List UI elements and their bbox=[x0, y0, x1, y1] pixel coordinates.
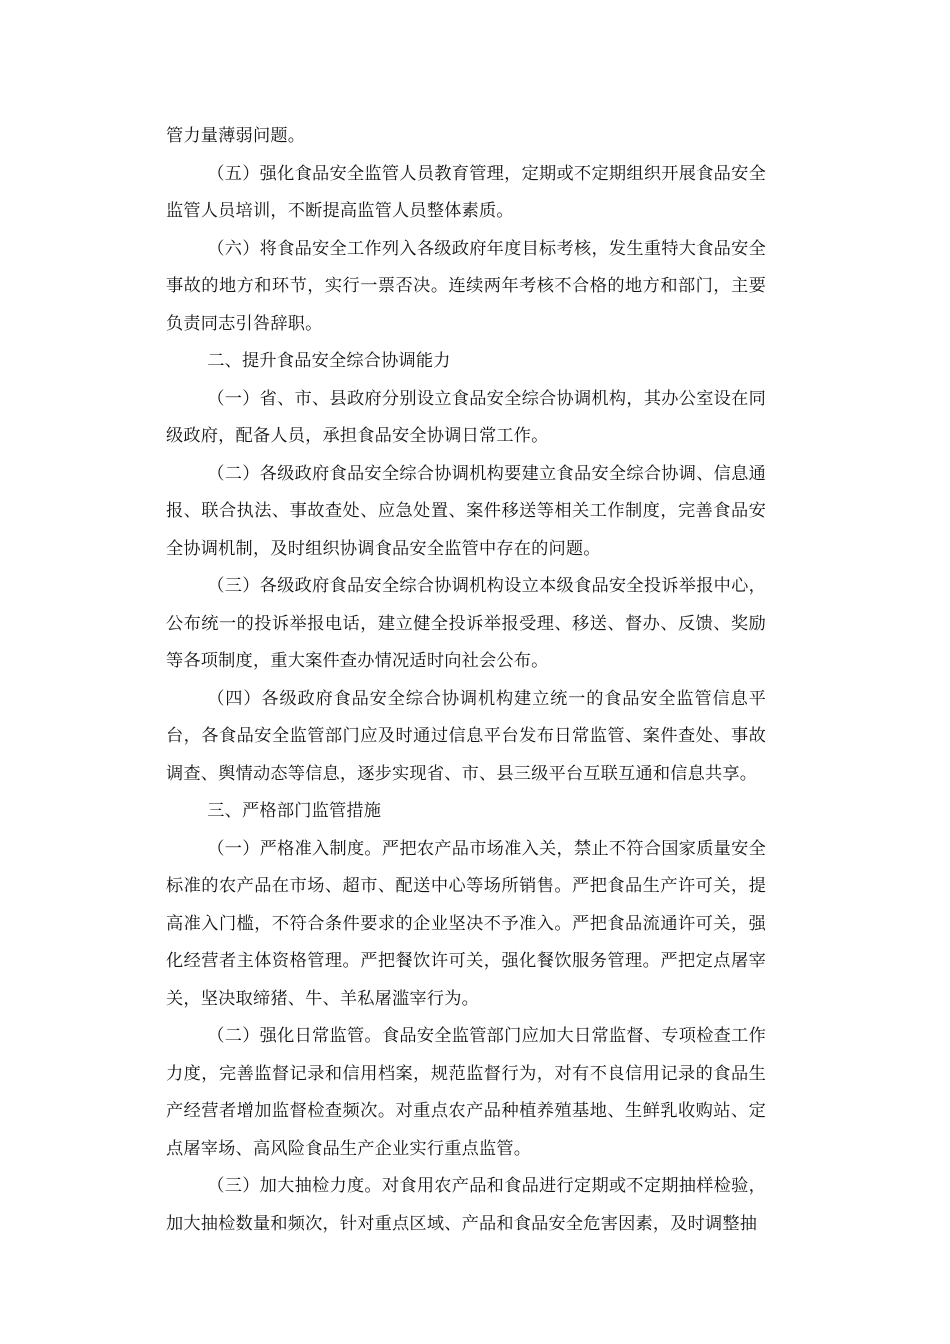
paragraph-item-6: （六）将食品安全工作列入各级政府年度目标考核，发生重特大食品安全事故的地方和环节，实行一票否决。连续两年考核不合格的地方和部门，主要负责同志引咎辞职。 bbox=[166, 238, 766, 334]
document-body bbox=[166, 118, 766, 1243]
paragraph-section2-item-3: （三）各级政府食品安全综合协调机构设立本级食品安全投诉举报中心，公布统一的投诉举报电话，建立健全投诉举报受理、移送、督办、反馈、奖励等各项制度，重大案件查办情况适时向社会公布。 bbox=[166, 576, 766, 671]
section-heading-2: 二、提升食品安全综合协调能力 bbox=[207, 351, 451, 371]
paragraph-section2-item-1: （一）省、市、县政府分别设立食品安全综合协调机构，其办公室设在同级政府，配备人员，承担食品安全协调日常工作。 bbox=[166, 388, 766, 446]
section-heading-3: 三、严格部门监管措施 bbox=[207, 801, 382, 821]
paragraph-section2-item-2: （二）各级政府食品安全综合协调机构要建立食品安全综合协调、信息通报、联合执法、事故查处、应急处置、案件移送等相关工作制度，完善食品安全协调机制，及时组织协调食品安全监管中存在的问题。 bbox=[166, 463, 766, 559]
paragraph-section3-item-2: （二）强化日常监管。食品安全监管部门应加大日常监督、专项检查工作力度，完善监督记录和信用档案，规范监督行为，对有不良信用记录的食品生产经营者增加监督检查频次。对重点农产品种植养殖基地、生鲜乳收购站、定点屠宰场、高风险食品生产企业实行重点监管。 bbox=[166, 1026, 766, 1159]
paragraph-section3-item-3: （三）加大抽检力度。对食用农产品和食品进行定期或不定期抽样检验，加大抽检数量和频次，针对重点区域、产品和食品安全危害因素，及时调整抽 bbox=[166, 1176, 766, 1234]
paragraph-continuation: 管力量薄弱问题。 bbox=[166, 126, 306, 146]
paragraph-section3-item-1: （一）严格准入制度。严把农产品市场准入关，禁止不符合国家质量安全标准的农产品在市场、超市、配送中心等场所销售。严把食品生产许可关，提高准入门槛，不符合条件要求的企业坚决不予准入。严把食品流通许可关，强化经营者主体资格管理。严把餐饮许可关，强化餐饮服务管理。严把定点屠宰关，坚决取缔猪、牛、羊私屠滥宰行为。 bbox=[166, 838, 766, 1009]
paragraph-item-5: （五）强化食品安全监管人员教育管理，定期或不定期组织开展食品安全监管人员培训，不断提高监管人员整体素质。 bbox=[166, 163, 766, 221]
paragraph-section2-item-4: （四）各级政府食品安全综合协调机构建立统一的食品安全监管信息平台，各食品安全监管部门应及时通过信息平台发布日常监管、案件查处、事故调查、舆情动态等信息，逐步实现省、市、县三级平台互联互通和信息共享。 bbox=[166, 688, 766, 784]
